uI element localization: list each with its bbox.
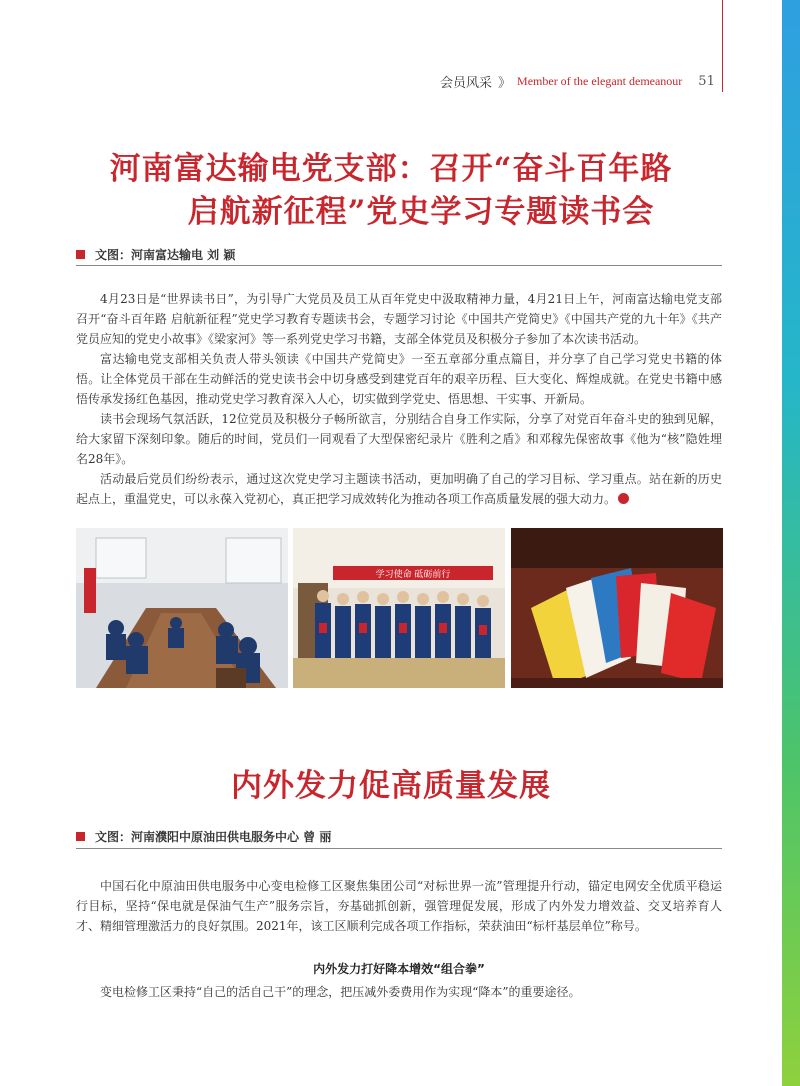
article2-byline-text: 文图：河南濮阳中原油田供电服务中心 曾 丽 xyxy=(95,829,332,844)
article2-title: 内外发力促高质量发展 xyxy=(231,768,551,804)
double-chevron-icon: 》 xyxy=(498,75,512,91)
article-end-logo-icon xyxy=(618,493,629,504)
section-name: 会员风采 xyxy=(440,75,493,91)
article1-divider xyxy=(76,265,722,266)
article1-byline xyxy=(76,244,726,264)
page-edge-color-bar xyxy=(782,0,800,1086)
page-number: 51 xyxy=(698,73,715,89)
article2-paragraph: 中国石化中原油田供电服务中心变电检修工区聚焦集团公司“对标世界一流”管理提升行动，锚定电网安全优质平稳运行目标，坚持“保电就是保油气生产”服务宗旨，夯基础抓创新，强管理促发展，形成了内外发力增效益、交叉培养育人才、精细管理激活力的良好氛围。2021年，该工区顺利完成各项工作指标，荣获油田“标杆基层单位”称号。 xyxy=(76,879,722,933)
article1-title-line2: 启航新征程”党史学习专题读书会 xyxy=(187,194,655,230)
article1-body xyxy=(76,289,722,509)
article2-divider xyxy=(76,848,722,849)
article1-paragraph: 富达输电党支部相关负责人带头领读《中国共产党简史》一至五章部分重点篇目，并分享了自己学习党史书籍的体悟。让全体党员干部在生动鲜活的党史读书会中切身感受到建党百年的艰辛历程、巨大变化、辉煌成就。在党史书籍中感悟传承发扬红色基因，推动党史学习教育深入人心，切实做到学党史、悟思想、干实事、开新局。 xyxy=(76,352,722,406)
article1-paragraph: 4月23日是“世界读书日”，为引导广大党员及员工从百年党史中汲取精神力量，4月21日上午，河南富达输电党支部召开“奋斗百年路 启航新征程”党史学习教育专题读书会，专题学习讨论《中国共产党简史》《中国共产党的九十年》《共产党员应知的党史小故事》《梁家河》等一系列党史学习书籍，支部全体党员及积极分子参加了本次读书活动。 xyxy=(76,292,722,346)
photo-banner-text: 学习使命 砥砺前行 xyxy=(375,570,451,580)
article2-body-continued xyxy=(76,982,722,1002)
red-square-bullet-icon xyxy=(76,250,85,259)
photo-group-with-books xyxy=(293,528,505,688)
article2-paragraph: 变电检修工区秉持“自己的活自己干”的理念，把压减外委费用作为实现“降本”的重要途径。 xyxy=(100,985,581,999)
article1-byline-text: 文图：河南富达输电 刘 颖 xyxy=(95,247,236,262)
photo-party-history-books xyxy=(511,528,723,688)
article2-byline xyxy=(76,826,726,846)
red-square-bullet-icon xyxy=(76,832,85,841)
section-english-name: Member of the elegant demeanour xyxy=(517,73,683,88)
photo-meeting-room xyxy=(76,528,288,688)
article1-paragraph: 读书会现场气氛活跃，12位党员及积极分子畅所欲言，分别结合自身工作实际，分享了对党百年奋斗史的独到见解，给大家留下深刻印象。随后的时间，党员们一同观看了大型保密纪录片《胜利之盾》和邓稼先保密故事《他为“核”隐姓埋名28年》。 xyxy=(76,412,722,466)
article2-subheading: 内外发力打好降本增效“组合拳” xyxy=(313,962,485,976)
article1-paragraph-text: 活动最后党员们纷纷表示，通过这次党史学习主题读书活动，更加明确了自己的学习目标、学习重点。站在新的历史起点上，重温党史，可以永葆入党初心，真正把学习成效转化为推动各项工作高质量发展的强大动力。 xyxy=(76,472,722,506)
article1-paragraph xyxy=(76,469,722,509)
article1-title-line1: 河南富达输电党支部：召开“奋斗百年路 xyxy=(109,151,673,187)
article2-body xyxy=(76,876,722,936)
running-header xyxy=(440,70,750,92)
